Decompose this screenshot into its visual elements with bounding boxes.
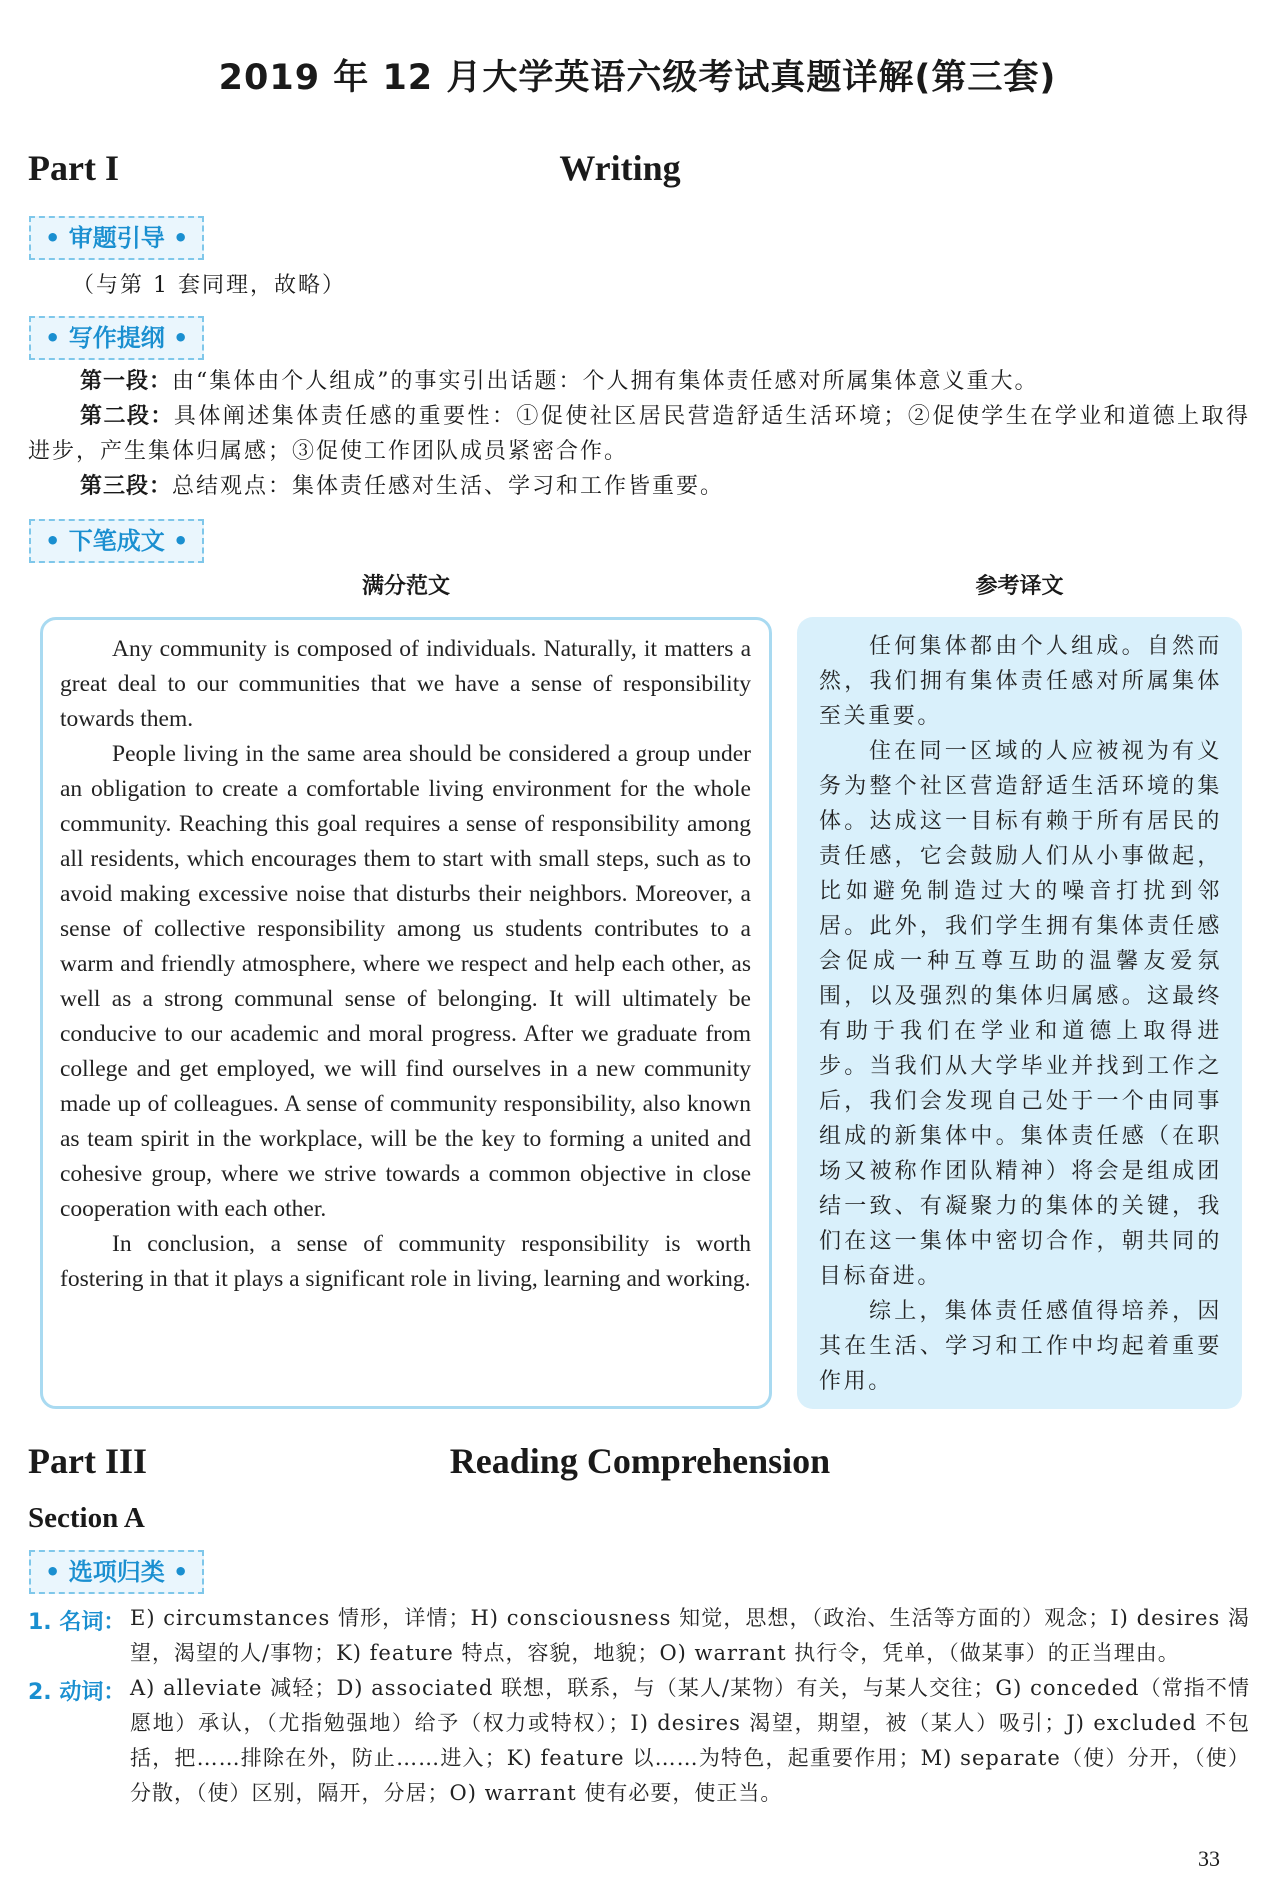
- outline-lead: 第三段：: [80, 474, 173, 499]
- model-essay-box: [40, 617, 772, 1409]
- writing-title: Writing: [559, 148, 681, 188]
- tag-compose-label: 下笔成文: [68, 527, 165, 555]
- outline-lead: 第二段：: [80, 404, 174, 429]
- review-note: （与第 1 套同理，故略）: [72, 273, 346, 298]
- noun-group-text: E) circumstances 情形，详情；H) consciousness 知觉，思想，（政治、生活等方面的）观念；I) desires 渴望，渴望的人/事物；K) feature 特点，容貌，地貌；O) warrant 执行令，凭单，（做某事）的正当理由。: [130, 1606, 1250, 1665]
- outline-text: 具体阐述集体责任感的重要性：①促使社区居民营造舒适生活环境；②促使学生在学业和道德上取得进步，产生集体归属感；③促使工作团队成员紧密合作。: [28, 404, 1250, 464]
- essay-paragraph-2: People living in the same area should be considered a group under an obligation to create a comfortable living environment for the whole community. Reaching this goal requires a sense of responsibility among all residents, which encourages them to start with small steps, such as to avoid making excessive noise that disturbs their neighbors. Moreover, a sense of collective responsibility among us students contributes to a warm and friendly atmosphere, where we respect and help each other, as well as a strong communal sense of belonging. It will ultimately be conducive to our academic and moral progress. After we graduate from college and get employed, we will find ourselves in a new community made up of colleagues. A sense of community responsibility, also known as team spirit in the workplace, will be the key to forming a united and cohesive group, where we strive towards a common objective in close cooperation with each other.: [60, 741, 751, 1222]
- translation-paragraph-3: 综上，集体责任感值得培养，因其在生活、学习和工作中均起着重要作用。: [819, 1299, 1222, 1394]
- essay-paragraph-1: Any community is composed of individuals. Naturally, it matters a great deal to our communities that we have a sense of responsibility towards them.: [60, 636, 751, 732]
- translation-paragraph-1: 任何集体都由个人组成。自然而然，我们拥有集体责任感对所属集体至关重要。: [819, 634, 1222, 729]
- essay-heading: 满分范文: [361, 574, 450, 599]
- part-i-label: Part I: [28, 148, 119, 188]
- bullet-dot: •: [45, 224, 69, 252]
- outline-paragraph-1: [28, 364, 1250, 399]
- tag-writing-outline: [29, 316, 204, 360]
- verb-group-label: 2. 动词：: [28, 1680, 126, 1705]
- part-iii-label: Part III: [28, 1441, 147, 1481]
- page-number: 33: [1198, 1846, 1220, 1871]
- tag-outline-label: 写作提纲: [68, 324, 165, 352]
- tag-compose: [29, 519, 204, 563]
- bullet-dot: •: [164, 324, 189, 352]
- tag-option-classification: [29, 1550, 204, 1594]
- bullet-dot: •: [164, 1558, 189, 1586]
- translation-paragraph-2: 住在同一区域的人应被视为有义务为整个社区营造舒适生活环境的集体。达成这一目标有赖于所有居民的责任感，它会鼓励人们从小事做起，比如避免制造过大的噪音打扰到邻居。此外，我们学生拥有集体责任感会促成一种互尊互助的温馨友爱氛围，以及强烈的集体归属感。这最终有助于我们在学业和道德上取得进步。当我们从大学毕业并找到工作之后，我们会发现自己处于一个由同事组成的新集体中。集体责任感（在职场又被称作团队精神）将会是组成团结一致、有凝聚力的集体的关键，我们在这一集体中密切合作，朝共同的目标奋进。: [819, 739, 1222, 1289]
- bullet-dot: •: [164, 224, 189, 252]
- outline-paragraph-3: [28, 469, 1250, 504]
- section-a-label: Section A: [28, 1502, 145, 1534]
- outline-lead: 第一段：: [80, 369, 173, 394]
- outline-text: 总结观点：集体责任感对生活、学习和工作皆重要。: [172, 474, 725, 499]
- outline-text: 由“集体由个人组成”的事实引出话题：个人拥有集体责任感对所属集体意义重大。: [172, 369, 1039, 394]
- tag-review-guide: [29, 216, 204, 260]
- reading-title: Reading Comprehension: [449, 1441, 831, 1481]
- translation-heading: 参考译文: [975, 574, 1064, 599]
- noun-group-label: 1. 名词：: [28, 1610, 126, 1635]
- bullet-dot: •: [45, 1558, 69, 1586]
- bullet-dot: •: [164, 527, 189, 555]
- essay-paragraph-3: In conclusion, a sense of community responsibility is worth fostering in that it plays a significant role in living, learning and working.: [60, 1231, 751, 1292]
- outline-paragraph-2: [28, 399, 1250, 469]
- tag-review-label: 审题引导: [68, 224, 165, 252]
- tag-options-label: 选项归类: [68, 1558, 165, 1586]
- page-title: 2019 年 12 月大学英语六级考试真题详解(第三套): [218, 58, 1057, 98]
- bullet-dot: •: [45, 527, 69, 555]
- outline-block: [28, 364, 1250, 504]
- translation-box: [797, 617, 1242, 1409]
- verb-group-text: A) alleviate 减轻；D) associated 联想，联系，与（某人/某物）有关，与某人交往；G) conceded（常指不情愿地）承认，（尤指勉强地）给予（权力或特权）；I) desires 渴望，期望，被（某人）吸引；J) excluded 不包括，把……排除在外，防止……进入；K) feature 以……为特色，起重要作用；M) separate（使）分开，（使）分散，（使）区别，隔开，分居；O) warrant 使有必要，使正当。: [130, 1676, 1250, 1805]
- bullet-dot: •: [45, 324, 69, 352]
